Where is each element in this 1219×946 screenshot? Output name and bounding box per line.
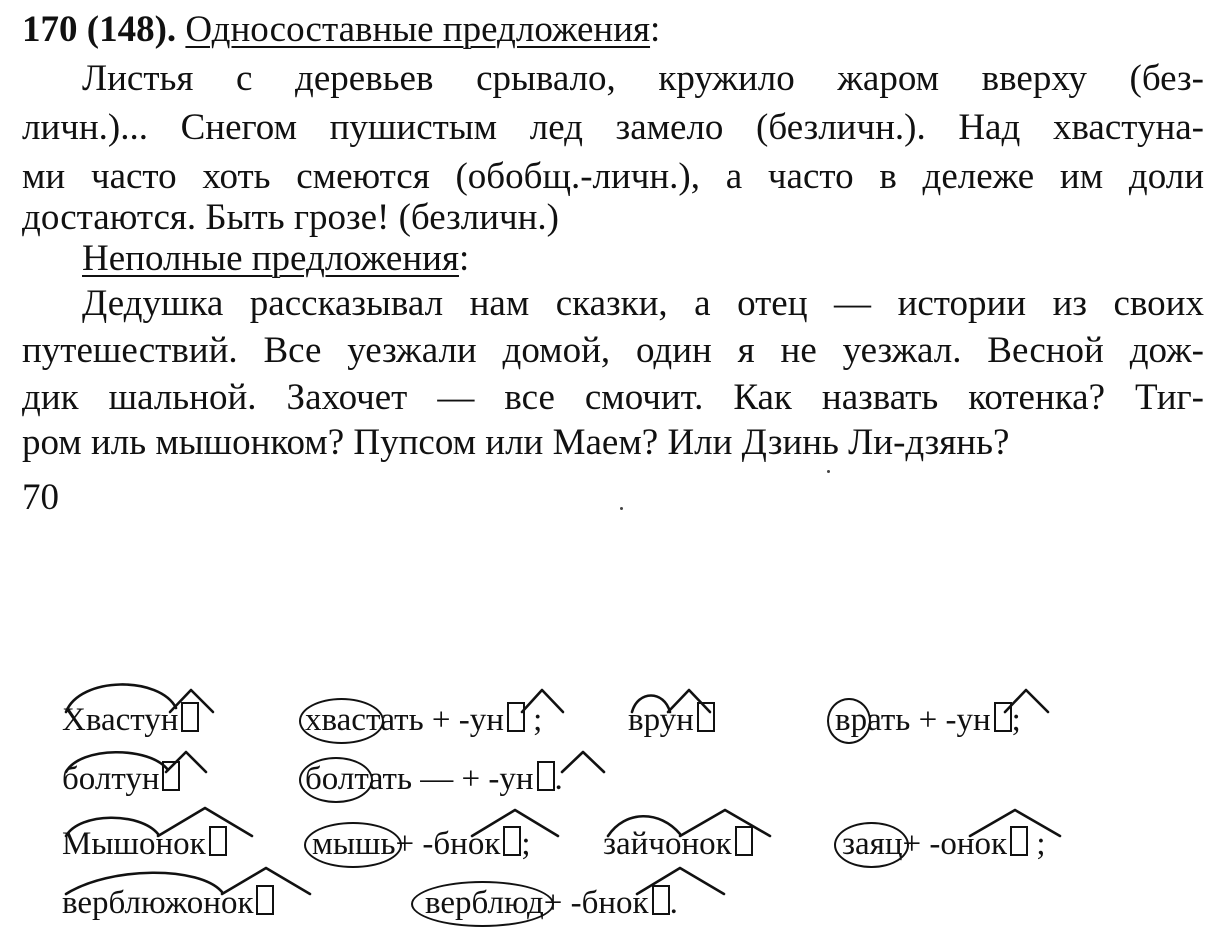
zero-ending-box xyxy=(181,702,199,732)
suffix-boltat: ун xyxy=(499,761,534,797)
suffix-myshonok: онок xyxy=(138,826,206,862)
rest-mysh: + - xyxy=(395,826,434,862)
paragraph2-line-3: дик шальной. Захочет — все смочит. Как назвать котенка? Тиг- xyxy=(22,377,1204,418)
root-zayats xyxy=(842,824,903,864)
root-zayats-text: заяц xyxy=(842,826,903,862)
root-verblyud-text: верблюд xyxy=(425,885,544,921)
paragraph1-line-2: личн.)... Снегом пушистым лед замело (безличн.). Над хвастуна- xyxy=(22,107,1204,148)
section-heading-title: Неполные предложения xyxy=(82,238,459,279)
zero-ending-box xyxy=(735,826,753,856)
suffix-hat xyxy=(562,752,604,772)
zero-ending-box xyxy=(1010,826,1028,856)
suffix-verblyud: бнок xyxy=(581,885,649,921)
scan-speck xyxy=(620,507,623,510)
root-oval xyxy=(304,822,402,868)
word-boltun xyxy=(62,759,180,799)
end-zayats: ; xyxy=(1028,826,1046,862)
suffix-zaychonok: онок xyxy=(664,826,732,862)
root-mysh xyxy=(312,824,396,864)
rest-zayats: + - xyxy=(902,826,941,862)
zero-ending-box xyxy=(652,885,670,915)
paragraph2-line-4: ром иль мышонком? Пупсом или Маем? Или Дзинь Ли-дзянь? xyxy=(22,422,1010,463)
end-boltat: . xyxy=(554,761,563,797)
root-myshonok: Мыш xyxy=(62,826,139,862)
root-khvastat xyxy=(305,700,380,740)
suffix-vrun: ун xyxy=(659,702,694,738)
exercise-heading xyxy=(22,8,1204,52)
prefix-vrun: вр xyxy=(628,702,660,738)
exercise-title: Односоставные предложения xyxy=(185,9,651,50)
suffix-boltun: ун xyxy=(125,761,160,797)
root-vrat-text: вр xyxy=(835,702,868,738)
paragraph1-line-3: ми часто хоть смеются (обобщ.-личн.), а часто в дележе им доли xyxy=(22,156,1204,197)
paragraph2-line-2: путешествий. Все уезжали домой, один я не уезжал. Весной дож- xyxy=(22,330,1204,371)
word-verblyud xyxy=(425,883,678,923)
root-vrat xyxy=(835,700,867,740)
section-heading-colon: : xyxy=(458,238,470,279)
scan-speck xyxy=(827,470,830,473)
word-zaychonok xyxy=(603,824,753,864)
exercise-title-colon: : xyxy=(650,9,661,50)
section-heading-incomplete xyxy=(82,237,1204,281)
suffix-zayats: онок xyxy=(940,826,1008,862)
root-khvastun: Хваст xyxy=(62,702,145,738)
root-boltat-text: болт xyxy=(305,761,369,797)
word-khvastun xyxy=(62,700,199,740)
zero-ending-box xyxy=(994,702,1012,732)
root-oval xyxy=(299,757,373,803)
root-oval xyxy=(299,698,384,744)
end-verblyud: . xyxy=(669,885,678,921)
zero-ending-box xyxy=(162,761,180,791)
root-zaychonok: зайч xyxy=(603,826,665,862)
word-khvastat xyxy=(305,700,542,740)
root-verblyuzhonok: верблюж xyxy=(62,885,187,921)
zero-ending-box xyxy=(503,826,521,856)
root-boltun: болт xyxy=(62,761,126,797)
end-khvastat: ; xyxy=(524,702,543,738)
word-vrat xyxy=(835,700,1021,740)
root-verblyud xyxy=(425,883,544,923)
paragraph2-line-1: Дедушка рассказывал нам сказки, а отец — истории из своих xyxy=(82,283,1204,324)
word-boltat xyxy=(305,759,563,799)
exercise-number: 170 (148). xyxy=(22,9,177,50)
zero-ending-box xyxy=(537,761,555,791)
suffix-verblyuzhonok: онок xyxy=(186,885,254,921)
rest-verblyud: + - xyxy=(543,885,582,921)
end-vrat: ; xyxy=(1011,702,1021,738)
end-mysh: ; xyxy=(521,826,531,862)
paragraph1-line-4: достаются. Быть грозе! (безличн.) xyxy=(22,197,560,238)
paragraph1-line-1: Листья с деревьев срывало, кружило жаром вверху (без- xyxy=(82,58,1204,99)
word-myshonok xyxy=(62,824,227,864)
root-mysh-text: мышь xyxy=(312,826,396,862)
root-khvastat-text: хваст xyxy=(305,702,381,738)
zero-ending-box xyxy=(256,885,274,915)
zero-ending-box xyxy=(507,702,525,732)
suffix-khvastun: ун xyxy=(144,702,179,738)
root-oval xyxy=(411,881,554,927)
root-oval xyxy=(827,698,871,744)
zero-ending-box xyxy=(697,702,715,732)
suffix-khvastat: ун xyxy=(469,702,504,738)
word-vrun xyxy=(628,700,715,740)
rest-khvastat: ать + - xyxy=(380,702,470,738)
zero-ending-box xyxy=(209,826,227,856)
rest-boltat: ать — + - xyxy=(368,761,500,797)
suffix-vrat: ун xyxy=(956,702,991,738)
page-number: 70 xyxy=(22,477,59,518)
suffix-mysh: бнок xyxy=(433,826,501,862)
root-boltat xyxy=(305,759,369,799)
word-zayats xyxy=(842,824,1046,864)
root-oval xyxy=(834,822,909,868)
word-mysh xyxy=(312,824,531,864)
word-verblyuzhonok xyxy=(62,883,274,923)
rest-vrat: ать + - xyxy=(867,702,957,738)
